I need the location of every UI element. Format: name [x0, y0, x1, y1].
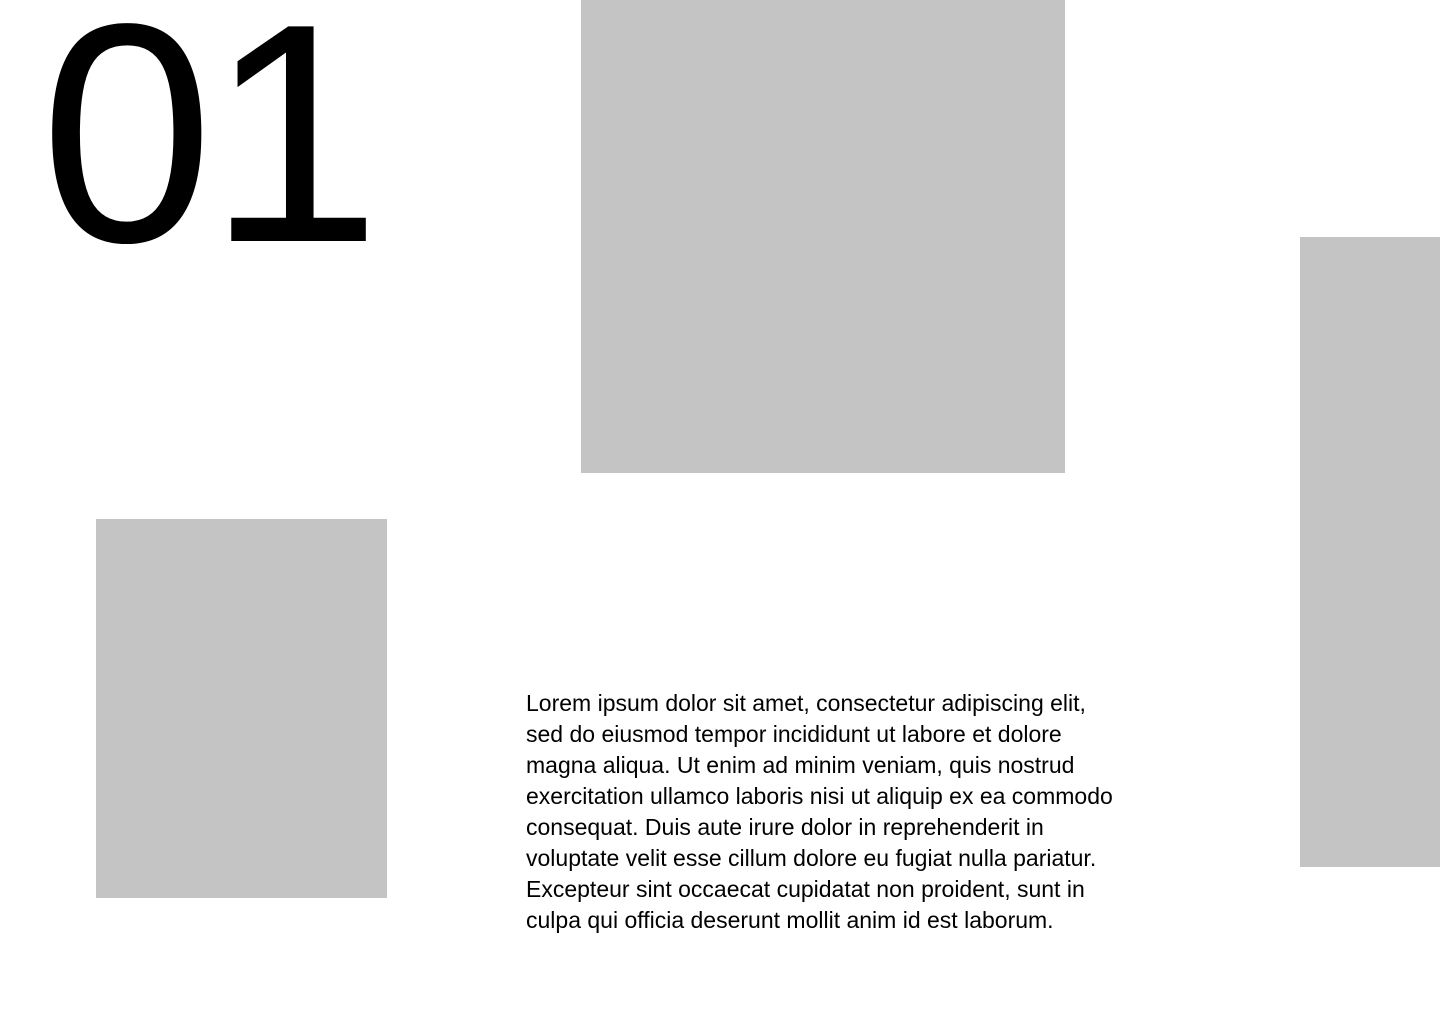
image-placeholder-top	[581, 0, 1065, 473]
image-placeholder-left	[96, 519, 387, 898]
image-placeholder-right	[1300, 237, 1440, 867]
body-paragraph: Lorem ipsum dolor sit amet, consectetur adipiscing elit, sed do eiusmod tempor incididunt ut labore et dolore magna aliqua. Ut enim ad minim veniam, quis nostrud exercitation ullamco laboris nisi ut aliquip ex ea commodo consequat. Duis aute irure dolor in reprehenderit in voluptate velit esse cillum dolore eu fugiat nulla pariatur. Excepteur sint occaecat cupidatat non proident, sunt in culpa qui officia deserunt mollit anim id est laborum.	[526, 690, 1113, 933]
section-number: 01	[40, 0, 376, 308]
